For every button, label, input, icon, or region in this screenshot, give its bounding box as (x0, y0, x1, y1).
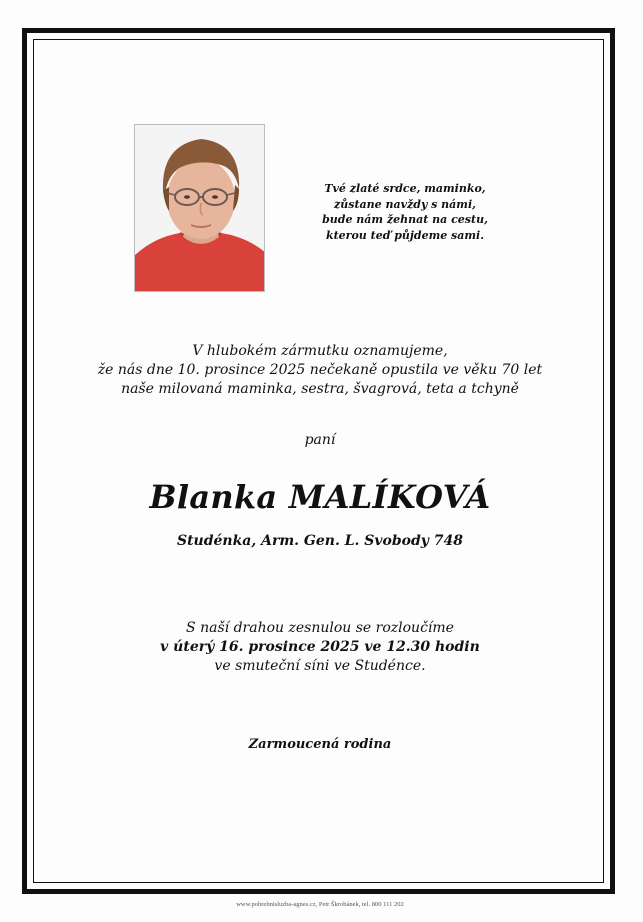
portrait-photo (134, 124, 265, 292)
funeral-location: ve smuteční síni ve Studénce. (214, 658, 426, 674)
poem-line: bude nám žehnat na cestu, (322, 213, 488, 226)
funeral-details (60, 619, 580, 676)
deceased-name: Blanka MALÍKOVÁ (149, 478, 491, 516)
memorial-poem (320, 181, 490, 243)
announcement-line: že nás dne 10. prosince 2025 nečekaně opustila ve věku 70 let (97, 362, 543, 378)
announcement-line: naše milovaná maminka, sestra, švagrová, teta a tchyně (121, 381, 519, 397)
portrait-illustration (135, 125, 265, 292)
title-word: paní (304, 432, 336, 448)
deceased-address: Studénka, Arm. Gen. L. Svobody 748 (176, 533, 464, 549)
death-announcement (60, 342, 580, 399)
poem-line: Tvé zlaté srdce, maminko, (324, 182, 486, 195)
farewell-intro: S naší drahou zesnulou se rozloučíme (186, 620, 454, 636)
family-signature: Zarmoucená rodina (248, 737, 392, 752)
funeral-date-time: v úterý 16. prosince 2025 ve 12.30 hodin (160, 639, 480, 655)
funeral-service-footer: www.pohrebnisluzba-agnes.cz, Petr Škrobánek, tel. 800 111 202 (236, 901, 404, 908)
announcement-line: V hlubokém zármutku oznamujeme, (192, 343, 448, 359)
poem-line: zůstane navždy s námi, (334, 197, 476, 211)
poem-line: kterou teď půjdeme sami. (325, 228, 485, 242)
inner-thin-frame (33, 39, 604, 883)
